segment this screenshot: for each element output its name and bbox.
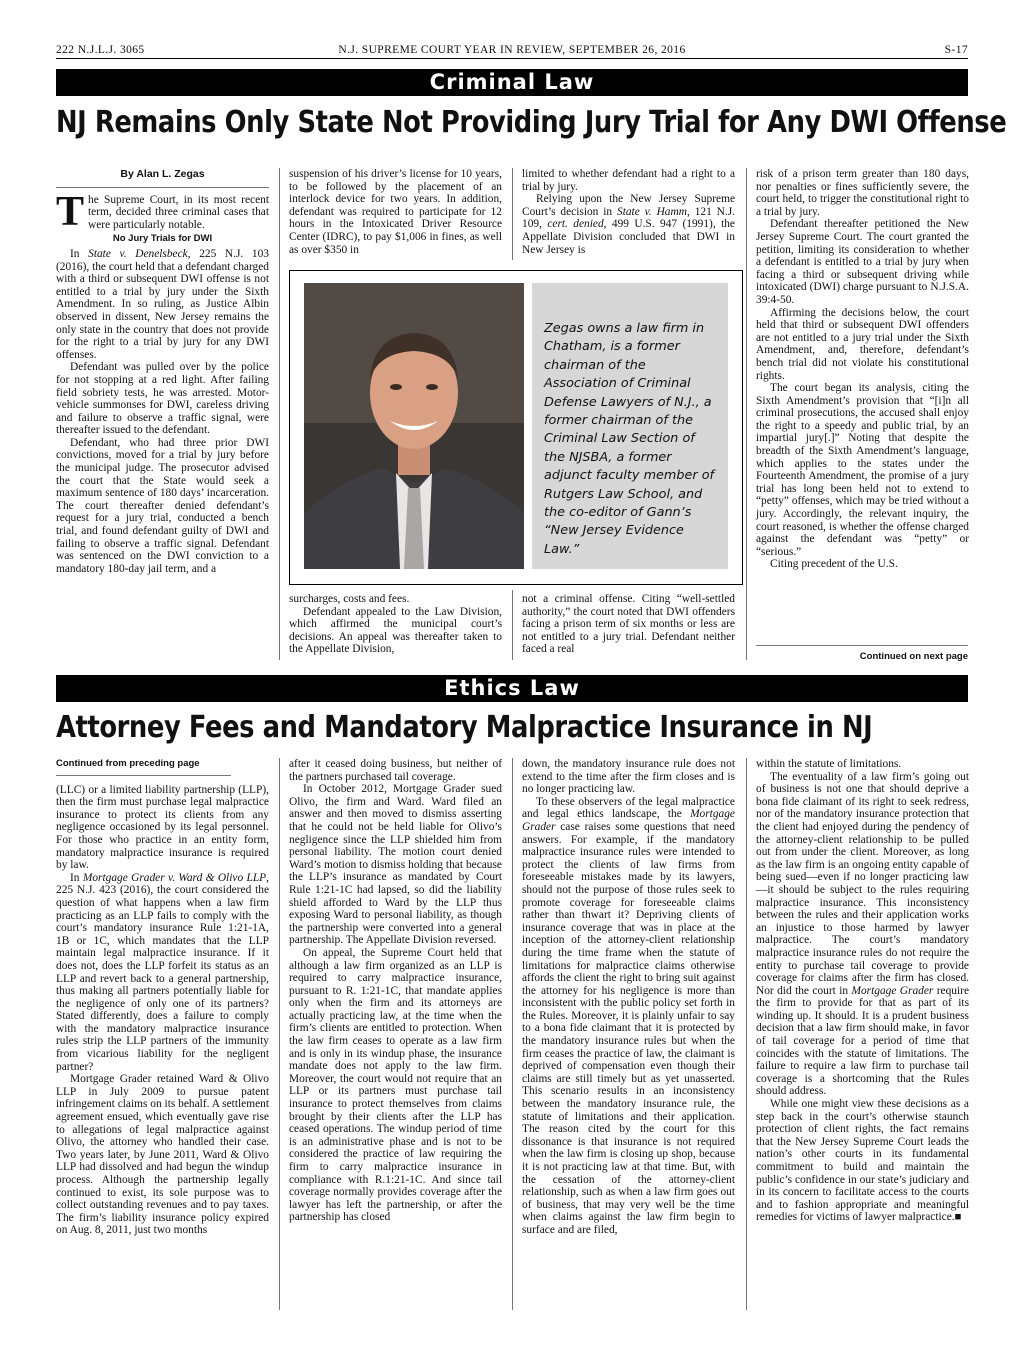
- paragraph: risk of a prison term greater than 180 days, nor penalties or fines sufficiently severe, the court held, to trigger the constitutional right to a trial by jury.: [756, 168, 969, 218]
- paragraph: down, the mandatory insurance rule does not extend to the time after the firm closes and is no longer practicing law.: [522, 758, 735, 796]
- running-head-citation: 222 N.J.L.J. 3065: [56, 44, 145, 56]
- caption-box: [532, 283, 728, 569]
- page-number: S-17: [944, 44, 968, 56]
- paragraph: In Mortgage Grader v. Ward & Olivo LLP, 225 N.J. 423 (2016), the court considered the question of what happens when a law firm practicing as an LLP fails to comply with the court’s mandatory insurance Rule 1:21-1A, 1B or 1C, which mandates that the LLP maintain legal malpractice insurance. If it does not, does the LLP forfeit its status as an LLP and revert back to a general partnership, thus making all partners potentially liable for the negligence of only one of its partners? Stated differently, does a failure to comply with the mandatory malpractice insurance rules strip the LLP partners of the immunity from vicarious liability for the negligent partner?: [56, 871, 269, 1073]
- byline: By Alan L. Zegas: [120, 168, 205, 180]
- paragraph: In State v. Denelsbeck, 225 N.J. 103 (2016), the court held that a defendant charged with a third or subsequent DWI offense is not entitled to a trial by jury under the Sixth Amendment. In so ruling, as Justice Albin observed in dissent, New Jersey remains the only state in the country that does not provide for the right to a trial by jury for any DWI offenses.: [56, 247, 269, 361]
- column-rule: [279, 168, 280, 660]
- article1-column-2-top: [289, 168, 502, 256]
- column-rule: [746, 758, 747, 1310]
- paragraph: The eventuality of a law firm’s going out of business is not one that should deprive a bona fide claimant of its right to seek redress, nor of the mandatory insurance protection that the client had enjoyed during the pendency of the attorney-client relationship to be pulled out from under the client. Moreover, as long as the law firm is an ongoing entity capable of being sued—even if no longer practicing law—it should be subject to the rules requiring malpractice insurance. This inconsistency between the rules and their application works an injustice to those harmed by lawyer malpractice. The court’s mandatory malpractice insurance rules do not require the entity to purchase tail coverage to provide coverage for claims after the firm has closed. Nor did the court in Mortgage Grader require the firm to provide for that as part of its winding up. It should. It is a prudent business decision that a law firm should make, in favor of tail coverage for a period of time that coincides with the statute of limitations. The failure to require a law firm to purchase tail coverage is a shortcoming that the Rules should address.: [756, 770, 969, 1098]
- section-banner-ethics-law: Ethics Law: [56, 675, 968, 702]
- paragraph: In October 2012, Mortgage Grader sued Olivo, the firm and Ward. Ward filed an answer and then moved to dismiss asserting that he could not be held liable for Olivo’s negligence since the LLP shielded him from personal liability. The motion court denied Ward’s motion to dismiss holding that because the LLP’s insurance as mandated by Court Rule 1:21-1C had lapsed, so did the liability shield afforded to Ward by the LLP thus exposing Ward to personal liability, as though the partnership were converted into a general partnership. The Appellate Division reversed.: [289, 783, 502, 947]
- article2-column-4: [756, 758, 969, 1224]
- column-rule: [512, 590, 513, 660]
- end-mark: ■: [954, 1211, 962, 1224]
- paragraph: Defendant was pulled over by the police for not stopping at a red light. After failing field sobriety tests, he was arrested. Motor-vehicle summonses for DWI, careless driving and failure to observe a traffic signal, were thereafter issued to the defendant.: [56, 361, 269, 437]
- article2-column-2: [289, 758, 502, 1224]
- case-name: State v. Denelsbeck: [88, 247, 188, 260]
- intro-text: he Supreme Court, in its most recent term, decided three criminal cases that were particularly notable.: [88, 193, 269, 231]
- drop-cap: T: [56, 188, 85, 235]
- case-name: Mortgage Grader: [522, 808, 735, 833]
- case-name: Mortgage Grader: [851, 984, 934, 997]
- headline-dwi: NJ Remains Only State Not Providing Jury Trial for Any DWI Offense: [56, 105, 1007, 140]
- divider: [756, 645, 968, 646]
- running-head: [56, 44, 968, 59]
- author-photo: [304, 283, 524, 569]
- paragraph: after it ceased doing business, but neither of the partners purchased tail coverage.: [289, 758, 502, 783]
- paragraph: Relying upon the New Jersey Supreme Court’s decision in State v. Hamm, 121 N.J. 109, cert. denied, 499 U.S. 947 (1991), the Appellate Division concluded that DWI in New Jersey is: [522, 193, 736, 256]
- case-name: Mortgage Grader v. Ward & Olivo LLP: [82, 871, 267, 884]
- paragraph: not a criminal offense. Citing “well-settled authority,” the court noted that DWI offenders facing a prison term of six months or less are not entitled to a jury trial. Defendant neither faced a real: [522, 593, 735, 656]
- continued-next-page: Continued on next page: [859, 651, 968, 662]
- author-photo-box: [289, 270, 743, 585]
- article1-column-1: [56, 168, 269, 575]
- paragraph: While one might view these decisions as a step back in the court’s otherwise staunch protection of client rights, the fact remains that the New Jersey Supreme Court leads the nation’s other courts in its fundamental commitment to build and maintain the public’s confidence in our state’s judiciary and in its concern to facilitate access to the courts and to fashion appropriate and meaningful remedies for victims of lawyer malpractice.■: [756, 1098, 969, 1224]
- column-rule: [512, 758, 513, 1310]
- article2-column-1: [56, 758, 269, 1237]
- paragraph: suspension of his driver’s license for 10 years, to be followed by the placement of an interlock device for two years. In addition, defendant was required to participate for 12 hours in the Intoxicated Driver Resource Center (IDRC), to pay $1,006 in fines, as well as over $350 in: [289, 168, 502, 256]
- paragraph: To these observers of the legal malpractice and legal ethics landscape, the Mortgage Grader case raises some questions that need answers. For example, if the mandatory malpractice insurance rules were intended to protect the clients of law firms from foreseeable mistakes made by its lawyers, should not the purpose of those rules seek to promote coverage for foreseeable claims rather than thwart it? Depriving clients of insurance coverage that was in place at the inception of the attorney-client relationship during the time frame when the statute of limitations for malpractice claims otherwise affords the client the right to bring suit against the attorney for his negligence is more than inconsistent with the public policy set forth in the Rules. Moreover, it is plainly unfair to say to a bona fide claimant that it is protected by the mandatory insurance rules but when the firm ceases the practice of law, the claimant is deprived of compensation even though their claims are still timely but as yet unasserted. This scenario results in an inconsistency between the mandatory insurance rule, the statute of limitations and their application. The reason cited by the court for this dissonance is that insurance is not required when the law firm is closing up shop, because it is not practicing law at that time. But, with the cessation of the attorney-client relationship, such as when a law firm goes out of business, that may very well be the time when claims against the law firm begin to surface and are filed,: [522, 795, 735, 1236]
- paragraph: Mortgage Grader retained Ward & Olivo LLP in July 2009 to pursue patent infringement claims on its behalf. A settlement agreement ensued, which eventually gave rise to allegations of legal malpractice against Olivo, the attorney who handled their case. Two years later, by June 2011, Ward & Olivo LLP had dissolved and had begun the windup process. Although the partnership legally continued to exist, its sole purpose was to collect outstanding revenues and to pay taxes. The firm’s liability insurance policy expired on Aug. 8, 2011, just two months: [56, 1073, 269, 1237]
- paragraph: Defendant thereafter petitioned the New Jersey Supreme Court. The court granted the petition, limiting its consideration to whether a defendant is entitled to a trial by jury when facing a third or subsequent driving while intoxicated (DWI) charge pursuant to N.J.S.A. 39:4-50.: [756, 218, 969, 306]
- running-head-title: N.J. SUPREME COURT YEAR IN REVIEW, SEPTEMBER 26, 2016: [338, 44, 686, 56]
- paragraph: surcharges, costs and fees.: [289, 593, 410, 605]
- article1-column-2-bottom: [289, 593, 502, 656]
- column-rule: [279, 758, 280, 1310]
- author-caption: Zegas owns a law firm in Chatham, is a former chairman of the Association of Criminal Defense Lawyers of N.J., a former chairman of the Criminal Law Section of the NJSBA, a former adjunct faculty member of Rutgers Law School, and the co-editor of Gann’s “New Jersey Evidence Law.”: [544, 321, 715, 557]
- paragraph: Defendant, who had three prior DWI convictions, moved for a trial by jury before the municipal judge. The prosecutor advised the court that the State would seek a maximum sentence of 180 days’ incarceration. The court thereafter denied defendant’s request for a jury trial, conducted a bench trial, and found defendant guilty of DWI and failing to observe a traffic signal. Defendant was sentenced on the DWI conviction to a mandatory 180-day jail term, and a: [56, 436, 269, 575]
- paragraph: Affirming the decisions below, the court held that third or subsequent DWI offenders are not entitled to a jury trial under the Sixth Amendment, and, therefore, defendant’s bench trial did not violate his constitutional rights.: [756, 306, 969, 382]
- paragraph: (LLC) or a limited liability partnership (LLP), then the firm must purchase legal malpractice insurance to protect its clients from any negligence occasioned by its legal personnel. For those who practice in an entity form, mandatory malpractice insurance is required by law.: [56, 783, 269, 872]
- section-banner-criminal-law: Criminal Law: [56, 69, 968, 96]
- continued-from-preceding-page: Continued from preceding page: [56, 758, 231, 776]
- column-rule: [512, 168, 513, 260]
- article1-column-3-bottom: [522, 593, 735, 656]
- paragraph: The court began its analysis, citing the Sixth Amendment’s provision that “[i]n all criminal prosecutions, the accused shall enjoy the right to a speedy and public trial, by an impartial jury[.]” Noting that despite the breadth of the Sixth Amendment’s language, which applies to the states under the Fourteenth Amendment, the promise of a jury trial has long been held not to extend to “petty” offenses, which may be tried without a jury. Accordingly, the relevant inquiry, the court reasoned, is whether the offense charged against the defendant was “petty” or “serious.”: [756, 382, 969, 558]
- column-rule: [746, 168, 747, 660]
- paragraph: Defendant appealed to the Law Division, which affirmed the municipal court’s decisions. An appeal was thereafter taken to the Appellate Division,: [289, 605, 502, 656]
- paragraph: Citing precedent of the U.S.: [770, 558, 898, 571]
- paragraph: limited to whether defendant had a right to a trial by jury.: [522, 168, 735, 193]
- headline-attorney-fees: Attorney Fees and Mandatory Malpractice Insurance in NJ: [56, 710, 873, 745]
- article1-column-3-top: [522, 168, 735, 256]
- article1-column-4: [756, 168, 969, 571]
- article2-column-3: [522, 758, 735, 1237]
- subhead-no-jury-trials: No Jury Trials for DWI: [112, 233, 213, 245]
- paragraph: On appeal, the Supreme Court held that although a law firm organized as an LLP is required to carry malpractice insurance, pursuant to R. 1:21-1C, that mandate applies only when the firm and its attorneys are actually practicing law, at the time when the firm’s clients are entitled to protection. When the law firm ceases to operate as a law firm and is only in its windup phase, the insurance mandate does not apply to the law firm. Moreover, the court would not require that an LLP or its partners must purchase tail insurance to protect themselves from claims brought by their clients after the LLP has ceased operations. The windup period of time is an administrative phase and is not to be considered the practice of law requiring the firm to carry malpractice insurance in compliance with R.1:21-1C. And since tail coverage normally provides coverage after the lawyer has left the partnership, or after the partnership has closed: [289, 946, 502, 1224]
- paragraph: within the statute of limitations.: [756, 758, 902, 770]
